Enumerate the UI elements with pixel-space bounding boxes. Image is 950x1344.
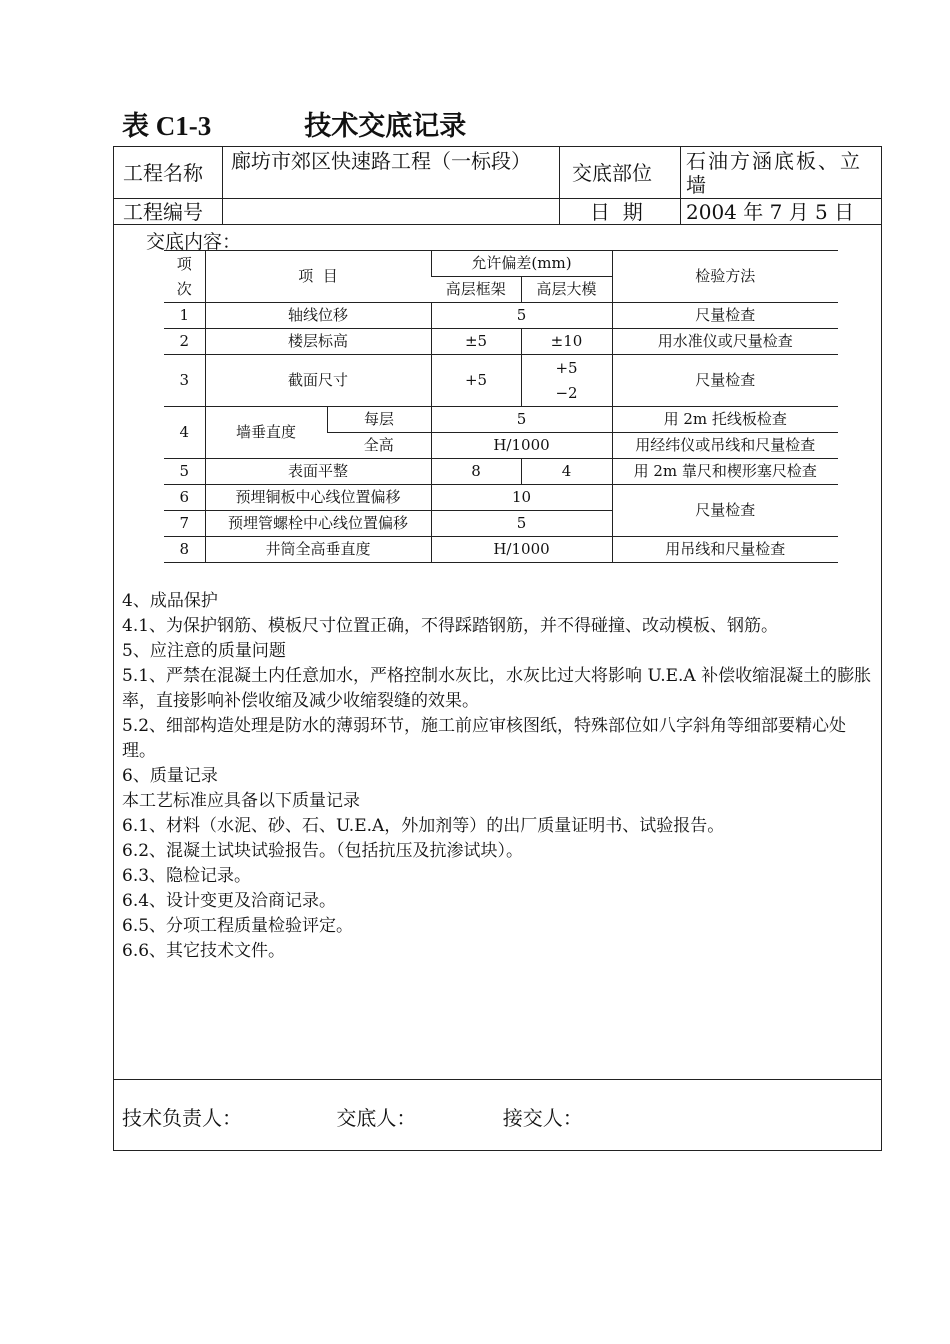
row-index: 1 (164, 303, 205, 329)
row-item: 轴线位移 (205, 303, 431, 329)
paragraph: 5、应注意的质量问题 (122, 641, 286, 661)
table-row (164, 355, 838, 407)
row-method: 用水准仪或尺量检查 (612, 329, 838, 355)
project-name-value: 廊坊市郊区快速路工程（一标段） (231, 149, 531, 173)
row-value: H/1000 (431, 537, 612, 563)
receiver-label: 接交人： (502, 1106, 583, 1130)
row-mold-value: ±10 (521, 329, 612, 355)
project-no-label: 工程编号 (123, 200, 203, 224)
tolerance-table (164, 250, 838, 563)
header-divider (114, 224, 881, 225)
row-frame-value: ±5 (431, 329, 521, 355)
paragraph: 5.2、细部构造处理是防水的薄弱环节，施工前应审核图纸，特殊部位如八字斜角等细部要精心处理。 (122, 716, 847, 761)
paragraph: 4、成品保护 (122, 591, 218, 611)
paragraph: 6、质量记录 (122, 766, 218, 786)
row-method: 尺量检查 (612, 485, 838, 537)
row-item: 截面尺寸 (205, 355, 431, 407)
table-row (164, 407, 838, 433)
mold-upper: +5 (555, 358, 578, 377)
row-item: 表面平整 (205, 459, 431, 485)
paragraph: 5.1、严禁在混凝土内任意加水，严格控制水灰比，水灰比过大将影响 U.E.A 补偿收缩混凝土的膨胀率，直接影响补偿收缩及减少收缩裂缝的效果。 (122, 666, 872, 711)
signature-divider (114, 1079, 881, 1080)
paragraph: 6.6、其它技术文件。 (122, 941, 286, 961)
date-label: 日 期 (590, 200, 643, 224)
row-method: 尺量检查 (612, 303, 838, 329)
mold-lower: −2 (555, 383, 578, 402)
grid-line (222, 147, 223, 224)
signature-row (122, 1102, 583, 1131)
table-row (164, 537, 838, 563)
row-index: 6 (164, 485, 205, 511)
row-method: 用经纬仪或吊线和尺量检查 (612, 433, 838, 459)
row-mold-value: 4 (521, 459, 612, 485)
header-tolerance: 允许偏差(mm) (431, 251, 612, 277)
body-text (122, 589, 877, 964)
table-row (164, 329, 838, 355)
row-frame-value: +5 (431, 355, 521, 407)
location-text: 石油方涵底板、立墙 (686, 149, 862, 197)
table-row (164, 459, 838, 485)
row-item: 预埋铜板中心线位置偏移 (205, 485, 431, 511)
row-index: 7 (164, 511, 205, 537)
row-value: 5 (431, 511, 612, 537)
row-method: 尺量检查 (612, 355, 838, 407)
record-form (113, 146, 882, 1151)
tech-lead-label: 技术负责人： (122, 1106, 242, 1130)
row-item: 预埋管螺栓中心线位置偏移 (205, 511, 431, 537)
row-item: 墙垂直度 (205, 407, 327, 459)
paragraph: 6.2、混凝土试块试验报告。（包括抗压及抗渗试块）。 (122, 841, 524, 861)
header-index (164, 251, 205, 303)
row-item: 井筒全高垂直度 (205, 537, 431, 563)
row-index: 3 (164, 355, 205, 407)
row-index: 2 (164, 329, 205, 355)
row-subitem: 每层 (327, 407, 431, 433)
row-index: 5 (164, 459, 205, 485)
header-divider (114, 198, 881, 199)
paragraph: 6.5、分项工程质量检验评定。 (122, 916, 354, 936)
header-item: 项 目 (205, 251, 431, 303)
header-index-text: 项次 (176, 254, 192, 298)
row-value: 10 (431, 485, 612, 511)
paragraph: 本工艺标准应具备以下质量记录 (122, 791, 360, 811)
document-title (122, 104, 466, 143)
row-index: 4 (164, 407, 205, 459)
grid-line (559, 147, 560, 224)
content-label: 交底内容： (146, 231, 242, 253)
header-mold: 高层大模 (521, 277, 612, 303)
grid-line (680, 147, 681, 224)
row-value: H/1000 (431, 433, 612, 459)
project-name-label: 工程名称 (123, 161, 203, 185)
row-subitem: 全高 (327, 433, 431, 459)
table-row (164, 485, 838, 511)
location-value (686, 149, 878, 197)
row-mold-value (521, 355, 612, 407)
table-row (164, 303, 838, 329)
paragraph: 4.1、为保护钢筋、模板尺寸位置正确，不得踩踏钢筋，并不得碰撞、改动模板、钢筋。 (122, 616, 779, 636)
row-value: 5 (431, 303, 612, 329)
row-index: 8 (164, 537, 205, 563)
header-frame: 高层框架 (431, 277, 521, 303)
paragraph: 6.3、隐检记录。 (122, 866, 252, 886)
presenter-label: 交底人： (336, 1106, 417, 1130)
row-value: 5 (431, 407, 612, 433)
row-frame-value: 8 (431, 459, 521, 485)
row-method: 用 2m 靠尺和楔形塞尺检查 (612, 459, 838, 485)
form-name: 技术交底记录 (304, 111, 467, 141)
header-method: 检验方法 (612, 251, 838, 303)
row-method: 用吊线和尺量检查 (612, 537, 838, 563)
row-method: 用 2m 托线板检查 (612, 407, 838, 433)
paragraph: 6.4、设计变更及洽商记录。 (122, 891, 337, 911)
row-item: 楼层标高 (205, 329, 431, 355)
paragraph: 6.1、材料（水泥、砂、石、U.E.A，外加剂等）的出厂质量证明书、试验报告。 (122, 816, 725, 836)
location-label: 交底部位 (572, 161, 652, 185)
form-code: 表 C1-3 (122, 111, 212, 141)
date-value: 2004 年 7 月 5 日 (686, 200, 855, 224)
